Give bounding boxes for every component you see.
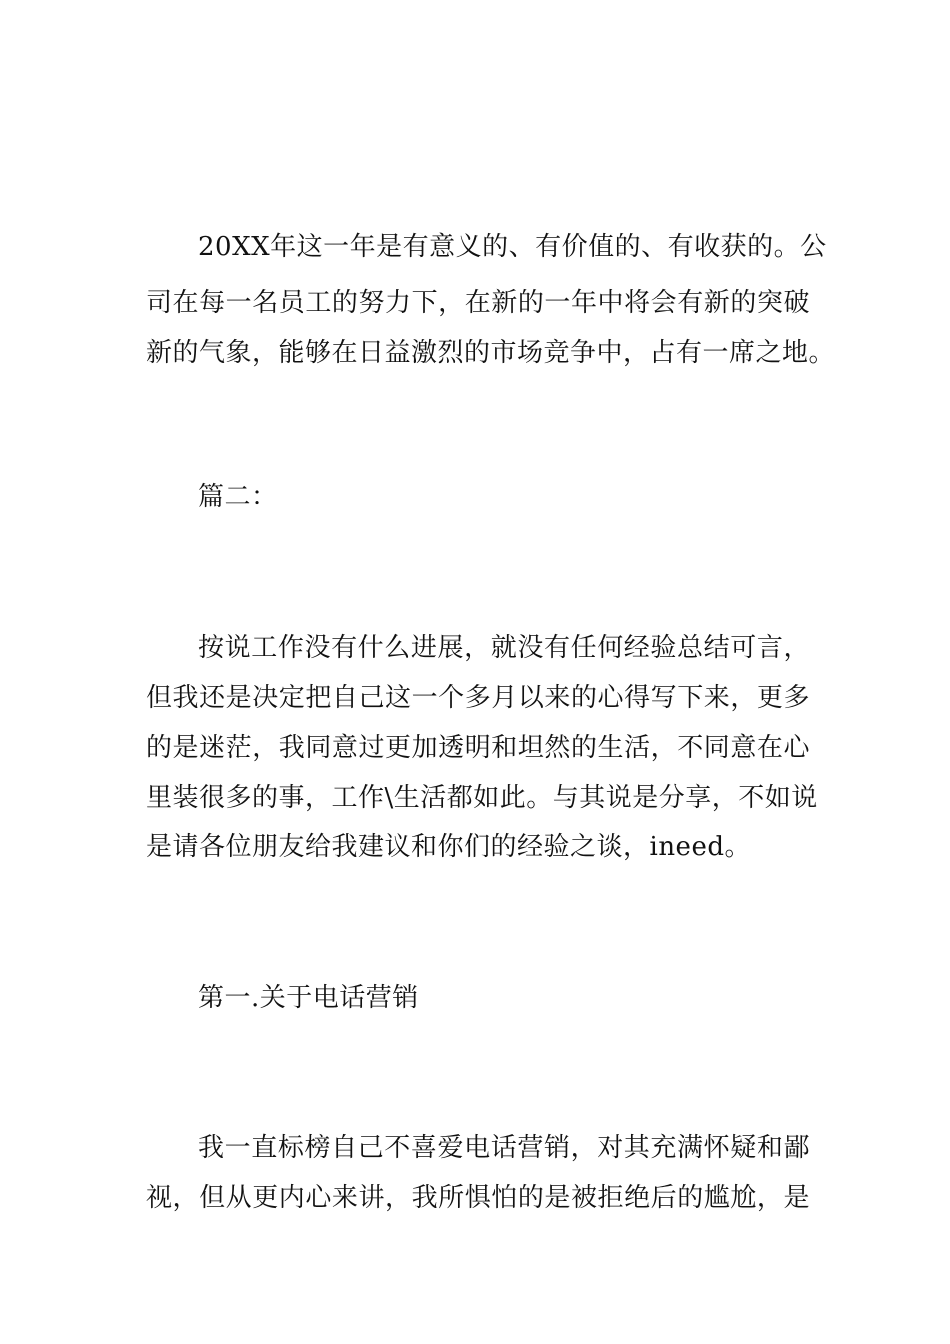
paragraph-2-line-2: 但我还是决定把自己这一个多月以来的心得写下来，更多	[146, 683, 810, 713]
paragraph-1-line-3: 新的气象，能够在日益激烈的市场竞争中，占有一席之地。	[146, 338, 836, 368]
paragraph-2-line-5: 是请各位朋友给我建议和你们的经验之谈，ineed。	[146, 832, 751, 862]
paragraph-2-line-4: 里装很多的事，工作\生活都如此。与其说是分享，不如说	[146, 783, 818, 813]
paragraph-1-line-2: 司在每一名员工的努力下，在新的一年中将会有新的突破	[146, 288, 810, 318]
paragraph-1-line-1: 20XX年这一年是有意义的、有价值的、有收获的。公	[198, 232, 827, 262]
paragraph-2-line-3: 的是迷茫，我同意过更加透明和坦然的生活，不同意在心	[146, 733, 810, 763]
section-heading-first: 第一.关于电话营销	[198, 983, 419, 1013]
section-heading-2: 篇二：	[198, 482, 278, 512]
paragraph-2-line-1: 按说工作没有什么进展，就没有任何经验总结可言，	[198, 633, 810, 663]
paragraph-3-line-1: 我一直标榜自己不喜爱电话营销，对其充满怀疑和鄙	[198, 1133, 810, 1163]
paragraph-3-line-2: 视，但从更内心来讲，我所惧怕的是被拒绝后的尴尬，是	[146, 1183, 810, 1213]
